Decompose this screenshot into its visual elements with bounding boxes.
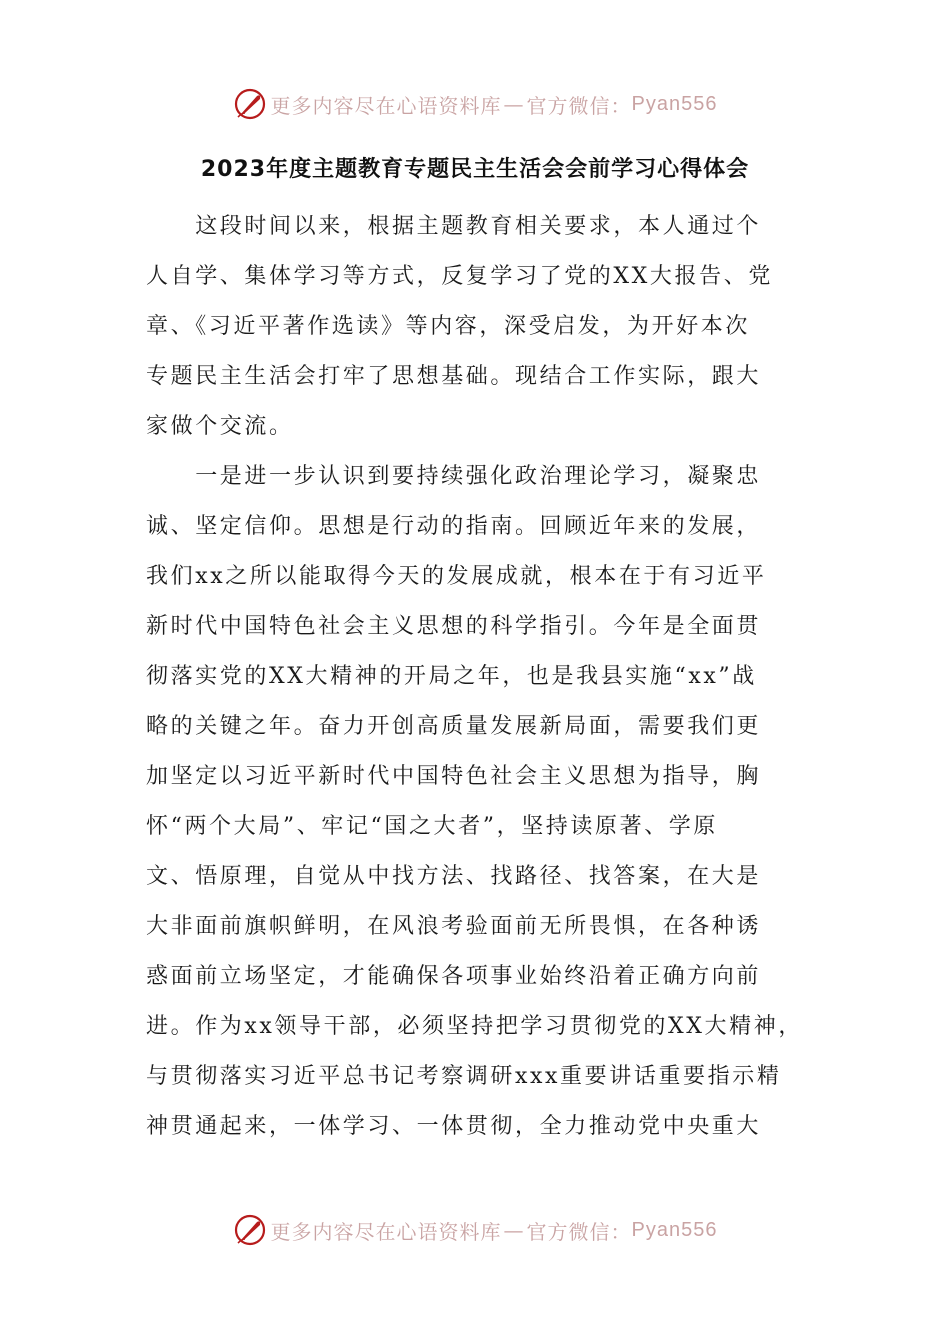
watermark-banner-bottom [0, 1208, 950, 1252]
text-line: 新时代中国特色社会主义思想的科学指引。今年是全面贯 [146, 614, 762, 639]
text-line: 神贯通起来，一体学习、一体贯彻，全力推动党中央重大 [146, 1114, 762, 1139]
text-line: 彻落实党的XX大精神的开局之年，也是我县实施“xx”战 [146, 664, 757, 689]
paragraph-2 [146, 452, 806, 1152]
text-line: 一是进一步认识到要持续强化政治理论学习，凝聚忠 [146, 464, 762, 489]
text-line: 这段时间以来，根据主题教育相关要求，本人通过个 [146, 214, 762, 239]
text-line: 与贯彻落实习近平总书记考察调研xxx重要讲话重要指示精 [146, 1064, 782, 1089]
text-line: 我们xx之所以能取得今天的发展成就，根本在于有习近平 [146, 564, 767, 589]
watermark-separator: — [503, 92, 525, 116]
watermark-wechat-id: Pyan556 [631, 92, 718, 115]
document-title: 2023年度主题教育专题民主生活会会前学习心得体会 [200, 157, 750, 182]
watermark-wechat-label: 官方微信： [526, 1219, 632, 1244]
text-line: 章、《习近平著作选读》等内容，深受启发，为开好本次 [146, 314, 751, 339]
quill-logo-icon [233, 87, 267, 121]
text-line: 诚、坚定信仰。思想是行动的指南。回顾近年来的发展， [146, 514, 762, 539]
document-body [146, 202, 806, 1152]
text-line: 文、悟原理，自觉从中找方法、找路径、找答案，在大是 [146, 864, 762, 889]
watermark-site-text: 更多内容尽在心语资料库 [270, 93, 502, 118]
quill-logo-icon [233, 1213, 267, 1247]
text-line: 加坚定以习近平新时代中国特色社会主义思想为指导，胸 [146, 764, 762, 789]
watermark-separator: — [503, 1218, 525, 1242]
watermark-site-text: 更多内容尽在心语资料库 [270, 1219, 502, 1244]
paragraph-1 [146, 202, 806, 452]
text-line: 家做个交流。 [146, 414, 294, 439]
text-line: 惑面前立场坚定，才能确保各项事业始终沿着正确方向前 [146, 964, 762, 989]
text-line: 进。作为xx领导干部，必须坚持把学习贯彻党的XX大精神， [146, 1014, 803, 1039]
text-line: 人自学、集体学习等方式，反复学习了党的XX大报告、党 [146, 264, 773, 289]
watermark-wechat-label: 官方微信： [526, 93, 632, 118]
text-line: 专题民主生活会打牢了思想基础。现结合工作实际，跟大 [146, 364, 762, 389]
text-line: 大非面前旗帜鲜明，在风浪考验面前无所畏惧，在各种诱 [146, 914, 762, 939]
text-line: 略的关键之年。奋力开创高质量发展新局面，需要我们更 [146, 714, 762, 739]
text-line: 怀“两个大局”、牢记“国之大者”，坚持读原著、学原 [146, 814, 718, 839]
watermark-banner-top [0, 82, 950, 126]
watermark-wechat-id: Pyan556 [631, 1218, 718, 1241]
